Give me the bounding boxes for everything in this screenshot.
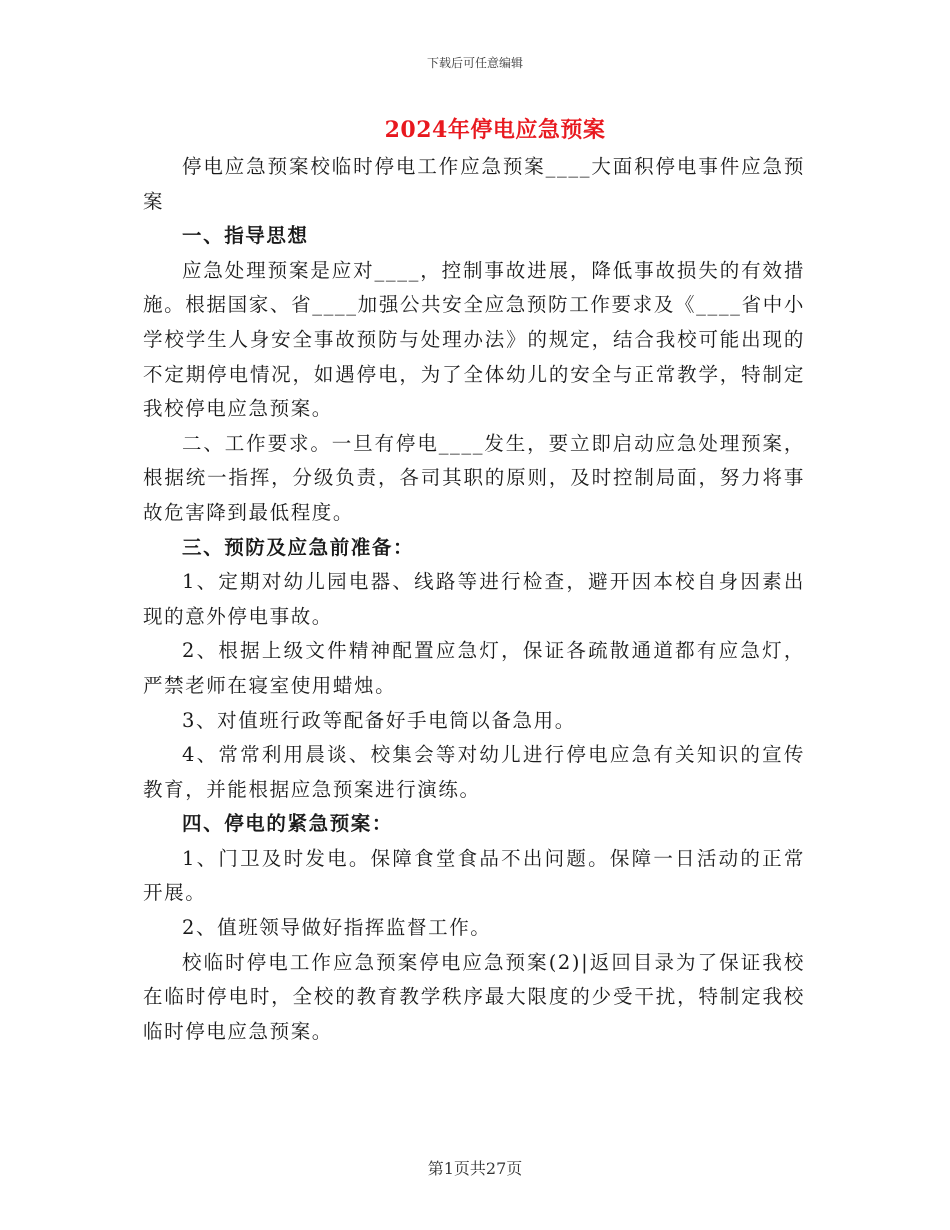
section-heading-guiding-thought: 一、指导思想 <box>182 224 309 248</box>
page-number: 第1页共27页 <box>427 1159 523 1178</box>
guiding-thought-paragraph: 应急处理预案是应对____，控制事故进展，降低事故损失的有效措施。根据国家、省____加强公共安全应急预防工作要求及《____省中小学校学生人身安全事故预防与处理办法》的规定，结合我校可能出现的不定期停电情况，如遇停电，为了全体幼儿的安全与正常教学，特制定我校停电应急预案。 <box>143 258 805 421</box>
section-heading-emergency-plan: 四、停电的紧急预案： <box>182 812 394 836</box>
document-body <box>143 150 805 1049</box>
intro-paragraph: 停电应急预案校临时停电工作应急预案____大面积停电事件应急预案 <box>143 155 805 213</box>
header-note: 下载后可任意编辑 <box>426 56 523 70</box>
prevention-item-1: 1、定期对幼儿园电器、线路等进行检查，避开因本校自身因素出现的意外停电事故。 <box>143 570 805 628</box>
prevention-item-3: 3、对值班行政等配备好手电筒以备急用。 <box>182 708 576 732</box>
prevention-item-4: 4、常常利用晨谈、校集会等对幼儿进行停电应急有关知识的宣传教育，并能根据应急预案进行演练。 <box>143 743 805 801</box>
emergency-item-2: 2、值班领导做好指挥监督工作。 <box>182 916 492 940</box>
closing-paragraph: 校临时停电工作应急预案停电应急预案(2)|返回目录为了保证我校在临时停电时，全校的教育教学秩序最大限度的少受干扰，特制定我校临时停电应急预案。 <box>143 950 805 1043</box>
prevention-item-2: 2、根据上级文件精神配置应急灯，保证各疏散通道都有应急灯，严禁老师在寝室使用蜡烛。 <box>143 639 805 697</box>
document-title: 2024年停电应急预案 <box>384 117 606 143</box>
work-requirements-paragraph: 二、工作要求。一旦有停电____发生，要立即启动应急处理预案，根据统一指挥，分级负责，各司其职的原则，及时控制局面，努力将事故危害降到最低程度。 <box>143 431 805 524</box>
emergency-item-1: 1、门卫及时发电。保障食堂食品不出问题。保障一日活动的正常开展。 <box>143 846 805 905</box>
section-heading-prevention: 三、预防及应急前准备： <box>182 535 415 559</box>
